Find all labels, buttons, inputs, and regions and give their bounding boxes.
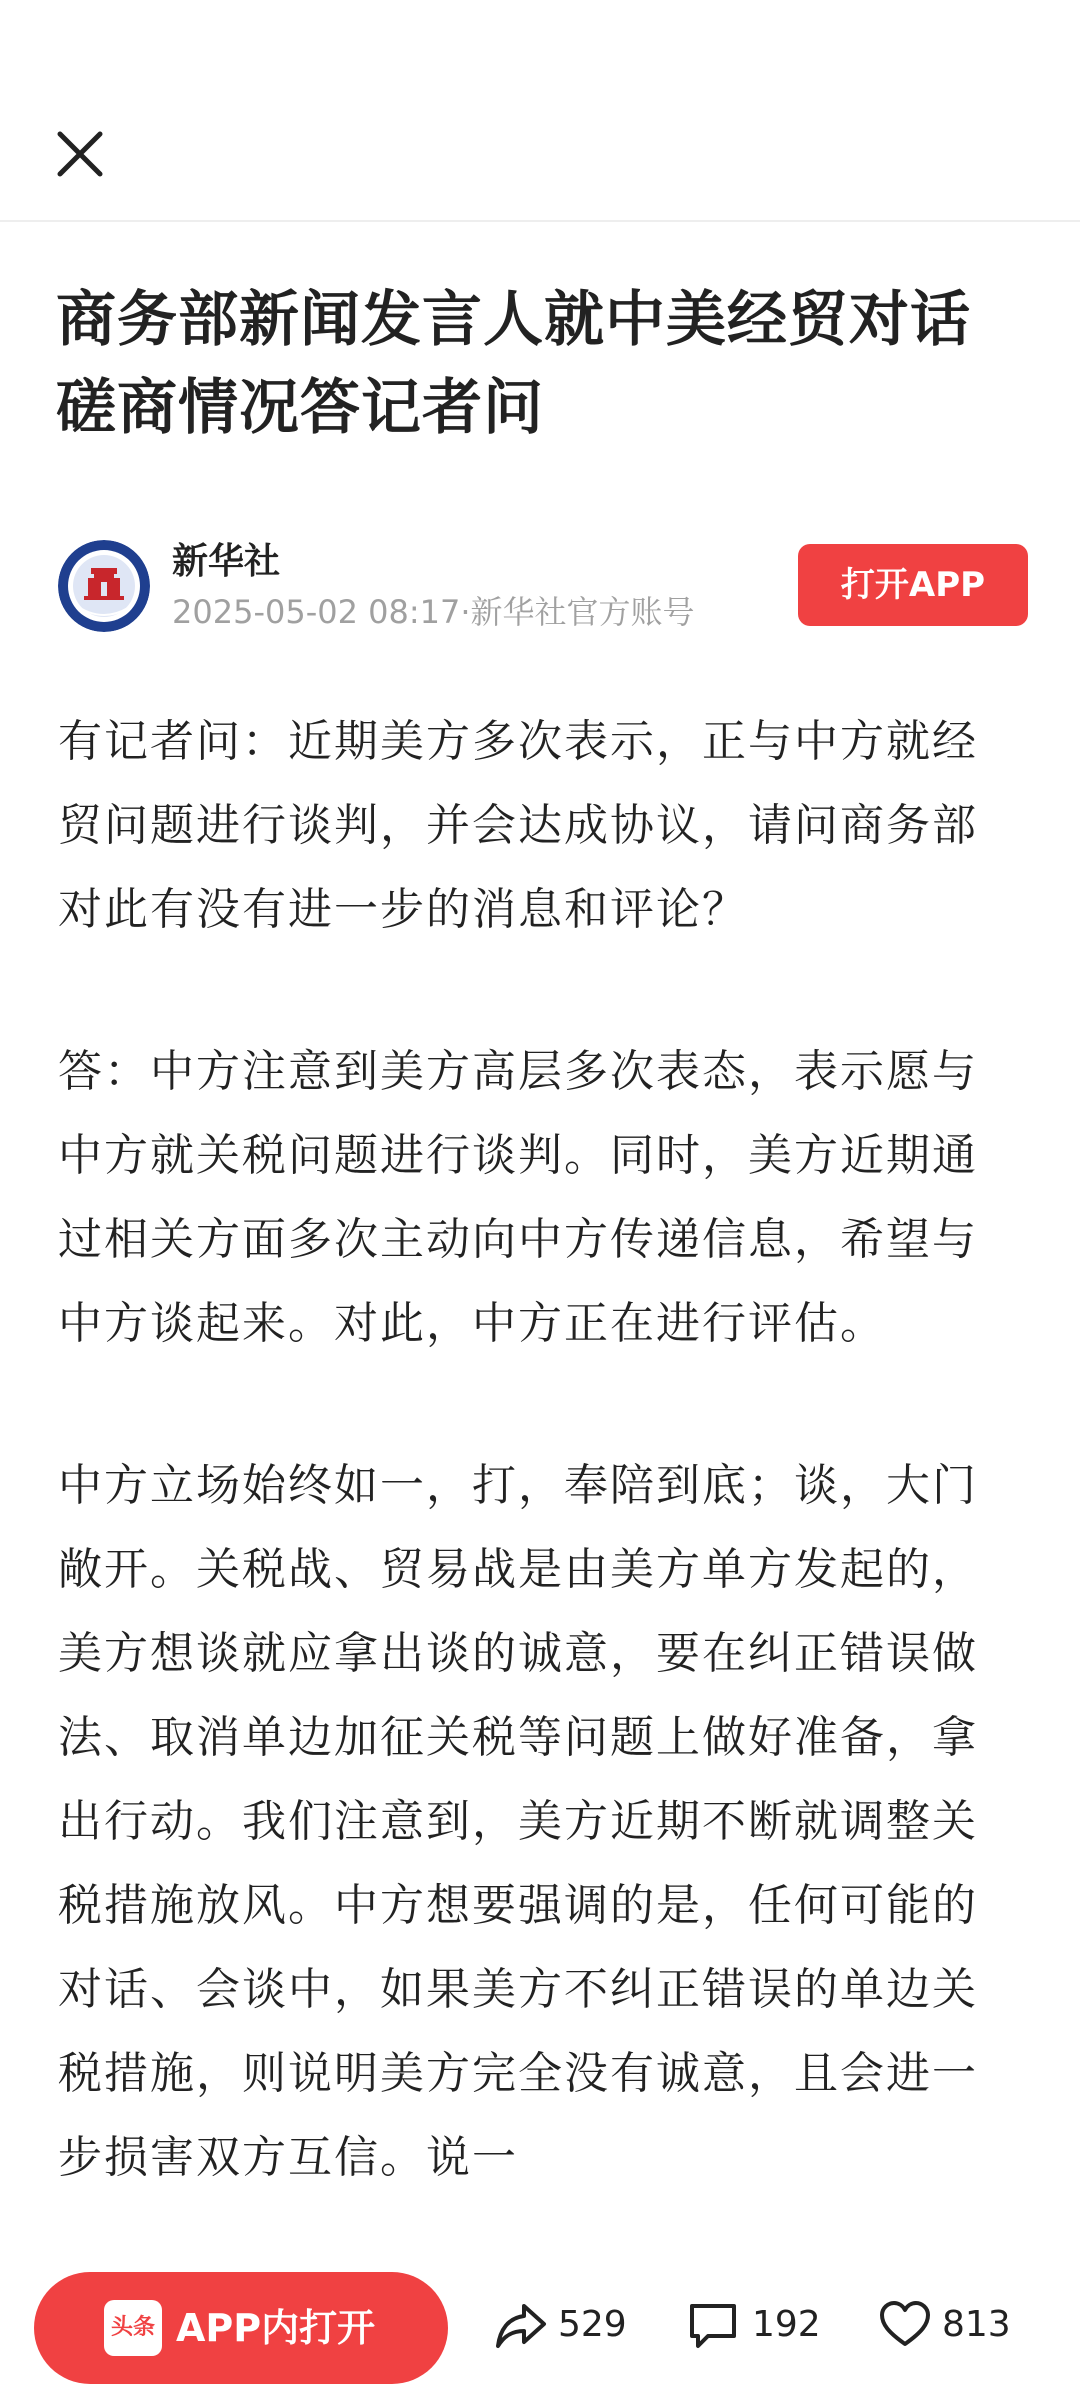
comment-icon [686, 2298, 740, 2352]
comment-count: 192 [752, 2304, 821, 2345]
top-bar [0, 0, 1080, 222]
author-row [58, 536, 1028, 636]
comment-button[interactable] [686, 2290, 826, 2360]
open-app-button[interactable]: 打开APP [798, 544, 1028, 626]
toutiao-logo-icon: 头条 [104, 2300, 162, 2356]
open-in-app-label: APP内打开 [176, 2306, 376, 2350]
paragraph: 中方立场始终如一，打，奉陪到底；谈，大门敞开。关税战、贸易战是由美方单方发起的，美方想谈就应拿出谈的诚意，要在纠正错误做法、取消单边加征关税等问题上做好准备，拿出行动。我们注意到，美方近期不断就调整关税措施放风。中方想要强调的是，任何可能的对话、会谈中，如果美方不纠正错误的单边关税措施，则说明美方完全没有诚意，且会进一步损害双方互信。说一 [58, 1460, 978, 2183]
like-button[interactable] [878, 2290, 1018, 2360]
share-button[interactable] [494, 2290, 634, 2360]
author-name[interactable]: 新华社 [172, 541, 281, 582]
like-count: 813 [942, 2304, 1011, 2345]
close-button[interactable] [50, 124, 110, 184]
paragraph: 答：中方注意到美方高层多次表态，表示愿与中方就关税问题进行谈判。同时，美方近期通过相关方面多次主动向中方传递信息，希望与中方谈起来。对此，中方正在进行评估。 [58, 1046, 978, 1349]
paragraph: 有记者问：近期美方多次表示，正与中方就经贸问题进行谈判，并会达成协议，请问商务部对此有没有进一步的消息和评论？ [58, 716, 978, 935]
article-title: 商务部新闻发言人就中美经贸对话磋商情况答记者问 [56, 285, 971, 443]
open-in-app-button[interactable] [34, 2272, 448, 2384]
xinhua-logo-icon [58, 540, 150, 632]
bottom-action-bar [0, 2262, 1080, 2400]
avatar[interactable] [58, 540, 150, 632]
share-count: 529 [558, 2304, 627, 2345]
publish-meta: 2025-05-02 08:17·新华社官方账号 [172, 593, 695, 631]
close-icon [50, 124, 110, 184]
article-body [58, 700, 1008, 2278]
heart-icon [878, 2298, 932, 2352]
share-icon [494, 2298, 548, 2352]
